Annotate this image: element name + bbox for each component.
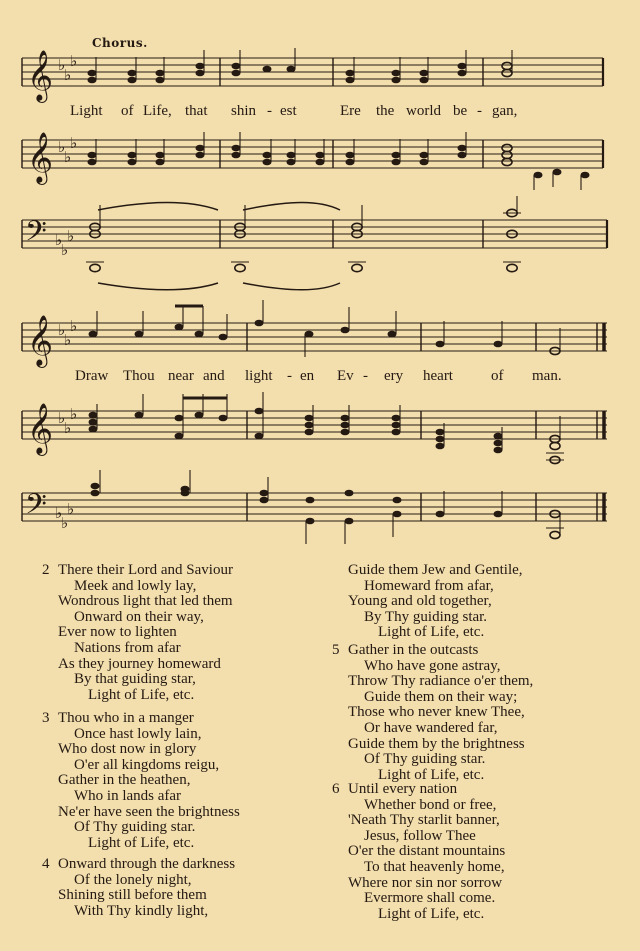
verse-line: Guide them Jew and Gentile, xyxy=(348,562,523,578)
lyric-word: be xyxy=(453,103,468,119)
verse-line: Ever now to lighten xyxy=(58,624,177,641)
verse-number: 3 xyxy=(42,710,50,726)
lyric-word: man. xyxy=(532,368,562,384)
verse-line: Who in lands afar xyxy=(74,787,182,804)
lyric-word: light xyxy=(245,368,273,384)
verse-line: Ne'er have seen the brightness xyxy=(58,803,240,820)
svg-text:♭: ♭ xyxy=(64,66,72,84)
lyric-word: Draw xyxy=(75,368,109,384)
treble-clef-icon: 𝄞 xyxy=(27,315,54,366)
staff-treble-2 xyxy=(22,140,603,168)
verse-line: Light of Life, etc. xyxy=(88,686,195,703)
lyric-word: near xyxy=(168,368,194,384)
lyric-word: Ere xyxy=(340,103,361,119)
verse-line: Light of Life, etc. xyxy=(88,834,195,851)
lyric-word: gan, xyxy=(492,103,518,119)
melody-notes-2 xyxy=(89,320,503,348)
verse-line: Guide them by the brightness xyxy=(348,735,525,752)
verse-line: Light of Life, etc. xyxy=(378,766,485,783)
verse-4-continued xyxy=(332,563,523,641)
svg-text:♭: ♭ xyxy=(58,409,66,427)
lyric-word: heart xyxy=(423,368,453,384)
svg-text:♭: ♭ xyxy=(55,504,63,522)
svg-text:♭: ♭ xyxy=(70,52,78,70)
staff-bass xyxy=(22,220,607,248)
verse-line: Shining still before them xyxy=(58,887,207,904)
verse-3 xyxy=(42,711,240,851)
lyric-word: of xyxy=(121,103,134,119)
verse-line: Throw Thy radiance o'er them, xyxy=(348,673,534,690)
verse-line: 'Neath Thy starlit banner, xyxy=(348,812,500,829)
bass-notes-2 xyxy=(91,483,503,525)
verse-number: 2 xyxy=(42,562,50,578)
verse-line: Gather in the outcasts xyxy=(348,642,479,658)
svg-text:♭: ♭ xyxy=(58,138,66,156)
verse-number: 6 xyxy=(332,781,340,797)
svg-text:♭: ♭ xyxy=(70,405,78,423)
svg-text:♭: ♭ xyxy=(67,227,75,245)
svg-text:♭: ♭ xyxy=(61,241,69,259)
svg-text:♭: ♭ xyxy=(61,514,69,532)
svg-text:♭: ♭ xyxy=(64,148,72,166)
lyric-word: Light xyxy=(70,103,103,119)
lyric-word: - xyxy=(267,103,272,119)
verse-number: 4 xyxy=(42,856,50,872)
lyric-word: shin xyxy=(231,103,257,119)
verse-line: Nations from afar xyxy=(74,639,181,656)
bass-clef-icon: 𝄢 xyxy=(25,488,47,528)
lyric-word: - xyxy=(477,103,482,119)
verse-line: Light of Life, etc. xyxy=(378,905,485,922)
verse-line: Onward through the darkness xyxy=(58,856,236,872)
verse-line: Once hast lowly lain, xyxy=(74,725,202,742)
svg-text:♭: ♭ xyxy=(58,56,66,74)
lyrics-line-1 xyxy=(0,103,640,123)
verse-line: To that heavenly home, xyxy=(364,858,505,875)
system-2 xyxy=(22,300,607,544)
verse-line: Meek and lowly lay, xyxy=(74,577,197,594)
verse-line: Onward on their way, xyxy=(74,608,204,625)
svg-text:♭: ♭ xyxy=(67,500,75,518)
verse-line: Until every nation xyxy=(348,781,458,797)
lyric-word: Life, xyxy=(143,103,172,119)
verse-line: Homeward from afar, xyxy=(364,577,494,594)
verse-line: Young and old together, xyxy=(348,593,492,610)
treble-clef-icon: 𝄞 xyxy=(27,50,54,101)
lyric-word: world xyxy=(406,103,441,119)
verse-line: Thou who in a manger xyxy=(58,710,194,726)
lyric-word: est xyxy=(280,103,297,119)
svg-text:♭: ♭ xyxy=(70,317,78,335)
svg-text:♭: ♭ xyxy=(64,331,72,349)
verse-line: By Thy guiding star. xyxy=(364,608,488,625)
verse-line: As they journey homeward xyxy=(58,655,221,672)
verse-line: Guide them on their way; xyxy=(364,688,518,705)
verse-line: Evermore shall come. xyxy=(364,890,496,907)
chorus-label: Chorus. xyxy=(92,36,148,50)
lyric-word: of xyxy=(491,368,504,384)
verse-line: Or have wandered far, xyxy=(364,719,498,736)
verse-line: O'er all kingdoms reigu, xyxy=(74,756,220,773)
verse-line: Of Thy guiding star. xyxy=(364,751,486,768)
verse-line: Light of Life, etc. xyxy=(378,624,485,641)
lyric-word: - xyxy=(287,368,292,384)
svg-text:♭: ♭ xyxy=(58,321,66,339)
verse-number: 5 xyxy=(332,642,340,658)
verse-line: Gather in the heathen, xyxy=(58,772,191,789)
verse-line: Of the lonely night, xyxy=(74,871,192,888)
verse-line: By that guiding star, xyxy=(74,671,196,688)
lyric-word: Ev xyxy=(337,368,354,384)
verse-line: Who have gone astray, xyxy=(364,657,501,674)
verse-line: Those who never knew Thee, xyxy=(348,704,525,721)
bass-clef-icon: 𝄢 xyxy=(25,215,47,255)
staff-melody xyxy=(22,58,603,86)
verse-line: Of Thy guiding star. xyxy=(74,819,196,836)
verse-line: O'er the distant mountains xyxy=(348,843,506,860)
verse-5 xyxy=(332,643,533,783)
svg-text:♭: ♭ xyxy=(55,231,63,249)
lyric-word: and xyxy=(203,368,225,384)
verse-line: Jesus, follow Thee xyxy=(364,827,476,844)
verse-2 xyxy=(42,563,233,703)
lyric-word: that xyxy=(185,103,208,119)
lyric-word: ery xyxy=(384,368,404,384)
verses xyxy=(0,560,640,940)
svg-text:♭: ♭ xyxy=(64,419,72,437)
lyric-word: - xyxy=(363,368,368,384)
verse-6 xyxy=(332,782,505,922)
svg-text:♭: ♭ xyxy=(70,134,78,152)
lyric-word: Thou xyxy=(123,368,155,384)
lyric-word: the xyxy=(376,103,395,119)
treble-clef-icon: 𝄞 xyxy=(27,403,54,454)
verse-line: With Thy kindly light, xyxy=(74,902,209,919)
verse-line: Whether bond or free, xyxy=(364,796,497,813)
verse-4 xyxy=(42,857,235,919)
verse-line: Who dost now in glory xyxy=(58,741,197,758)
treble2-notes-2 xyxy=(89,408,503,454)
lyrics-line-2 xyxy=(0,368,640,388)
melody-notes-1 xyxy=(88,63,467,84)
system-1 xyxy=(22,48,607,290)
verse-line: Wondrous light that led them xyxy=(58,593,233,610)
key-signature-flats xyxy=(55,52,77,259)
treble-clef-icon: 𝄞 xyxy=(27,132,54,183)
verse-line: Where nor sin nor sorrow xyxy=(348,874,503,891)
verse-line: There their Lord and Saviour xyxy=(58,562,233,578)
lyric-word: en xyxy=(300,368,315,384)
